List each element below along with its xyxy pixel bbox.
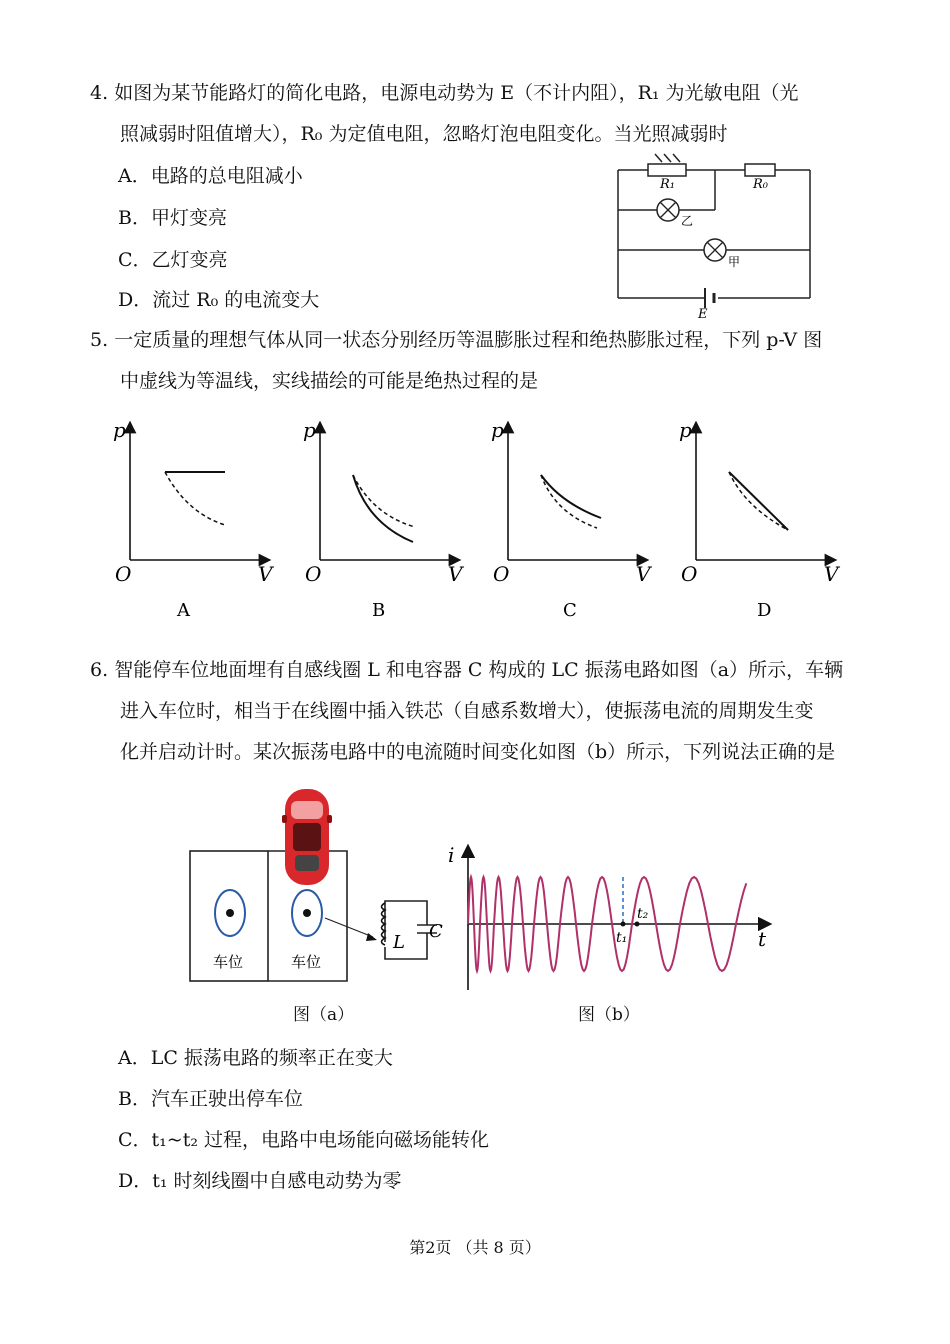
label-yi: 乙	[681, 214, 694, 228]
graph-b-isotherm	[353, 475, 415, 527]
photoresistor-r1	[648, 164, 686, 176]
axis-p-label: p	[303, 418, 316, 442]
q4-circuit-diagram	[600, 150, 825, 320]
question-6-line-3: 化并启动计时。某次振荡电路中的电流随时间变化如图（b）所示，下列说法正确的是	[120, 741, 836, 763]
figure-b-caption: 图（b）	[578, 1005, 640, 1025]
axis-p-label: p	[491, 418, 504, 442]
origin-label: O	[681, 562, 698, 586]
graph-c-solid-line	[541, 475, 601, 518]
figure-a-caption: 图（a）	[293, 1005, 355, 1025]
axis-v-label: V	[824, 562, 839, 586]
question-number: 6.	[90, 659, 109, 681]
graph-a-isotherm	[165, 472, 225, 525]
t1-label: t₁	[616, 930, 628, 946]
graph-d	[679, 418, 841, 621]
capacitor-label: C	[429, 921, 443, 942]
question-text: 如图为某节能路灯的简化电路，电源电动势为 E（不计内阻），R₁ 为光敏电阻（光	[114, 82, 799, 104]
q6-option-d: D．t₁ 时刻线圈中自感电动势为零	[118, 1170, 402, 1192]
graph-c-label: C	[563, 600, 577, 621]
slot-1-label: 车位	[213, 953, 244, 971]
slot-2-label: 车位	[291, 953, 322, 971]
q6-option-b: B．汽车正驶出停车位	[118, 1088, 303, 1110]
graph-a-label: A	[177, 600, 190, 621]
graph-d-label: D	[757, 600, 772, 621]
question-6-line-2: 进入车位时，相当于在线圈中插入铁芯（自感系数增大），使振荡电流的周期发生变	[120, 700, 814, 722]
axis-v-label: V	[258, 562, 273, 586]
graph-c	[491, 418, 653, 621]
lamp-yi	[657, 199, 679, 221]
graph-d-solid-line	[729, 472, 788, 530]
label-emf: E	[698, 307, 708, 320]
axis-v-label: V	[636, 562, 651, 586]
q6-option-a: A．LC 振荡电路的频率正在变大	[118, 1047, 393, 1069]
q6-option-c: C．t₁~t₂ 过程，电路中电场能向磁场能转化	[118, 1129, 490, 1151]
question-4-line-2: 照减弱时阻值增大），R₀ 为定值电阻，忽略灯泡电阻变化。当光照减弱时	[120, 123, 728, 145]
question-text: 一定质量的理想气体从同一状态分别经历等温膨胀过程和绝热膨胀过程，下列 p-V 图	[114, 329, 823, 351]
axis-i-label: i	[448, 843, 455, 867]
graph-b	[303, 418, 465, 621]
question-5	[90, 320, 860, 402]
resistor-r0	[745, 164, 775, 176]
q4-option-c: C．乙灯变亮	[118, 249, 228, 271]
car-icon	[282, 789, 332, 885]
question-4-line-1	[90, 73, 860, 114]
graph-b-solid-line	[353, 475, 413, 542]
question-4	[90, 73, 860, 155]
t2-label: t₂	[637, 906, 649, 922]
label-r0: R₀	[753, 177, 768, 192]
graph-b-label: B	[372, 600, 386, 621]
lamp-jia	[704, 239, 726, 261]
axis-p-label: p	[113, 418, 126, 442]
q6-figure-a	[185, 785, 450, 995]
question-5-line-1	[90, 320, 860, 361]
origin-label: O	[115, 562, 132, 586]
question-6	[90, 650, 860, 773]
q5-pv-graphs	[105, 415, 845, 630]
question-text: 智能停车位地面埋有自感线圈 L 和电容器 C 构成的 LC 振荡电路如图（a）所示，车辆	[114, 659, 844, 681]
q6-figure-b	[448, 840, 778, 1000]
question-number: 4.	[90, 82, 109, 104]
axis-v-label: V	[448, 562, 463, 586]
label-r1: R₁	[660, 177, 675, 192]
page-footer: 第2页 （共 8 页）	[409, 1238, 541, 1257]
question-number: 5.	[90, 329, 109, 351]
graph-a	[113, 418, 275, 621]
inductor-coil	[382, 903, 386, 945]
question-5-line-2: 中虚线为等温线，实线描绘的可能是绝热过程的是	[120, 370, 539, 392]
inductor-label: L	[393, 932, 405, 953]
q4-option-d: D．流过 R₀ 的电流变大	[118, 289, 320, 311]
question-6-line-1	[90, 650, 860, 691]
origin-label: O	[493, 562, 510, 586]
axis-t-label: t	[758, 927, 767, 951]
q4-option-b: B．甲灯变亮	[118, 207, 227, 229]
axis-p-label: p	[679, 418, 692, 442]
q4-option-a: A．电路的总电阻减小	[118, 165, 303, 187]
label-jia: 甲	[728, 255, 741, 269]
origin-label: O	[305, 562, 322, 586]
